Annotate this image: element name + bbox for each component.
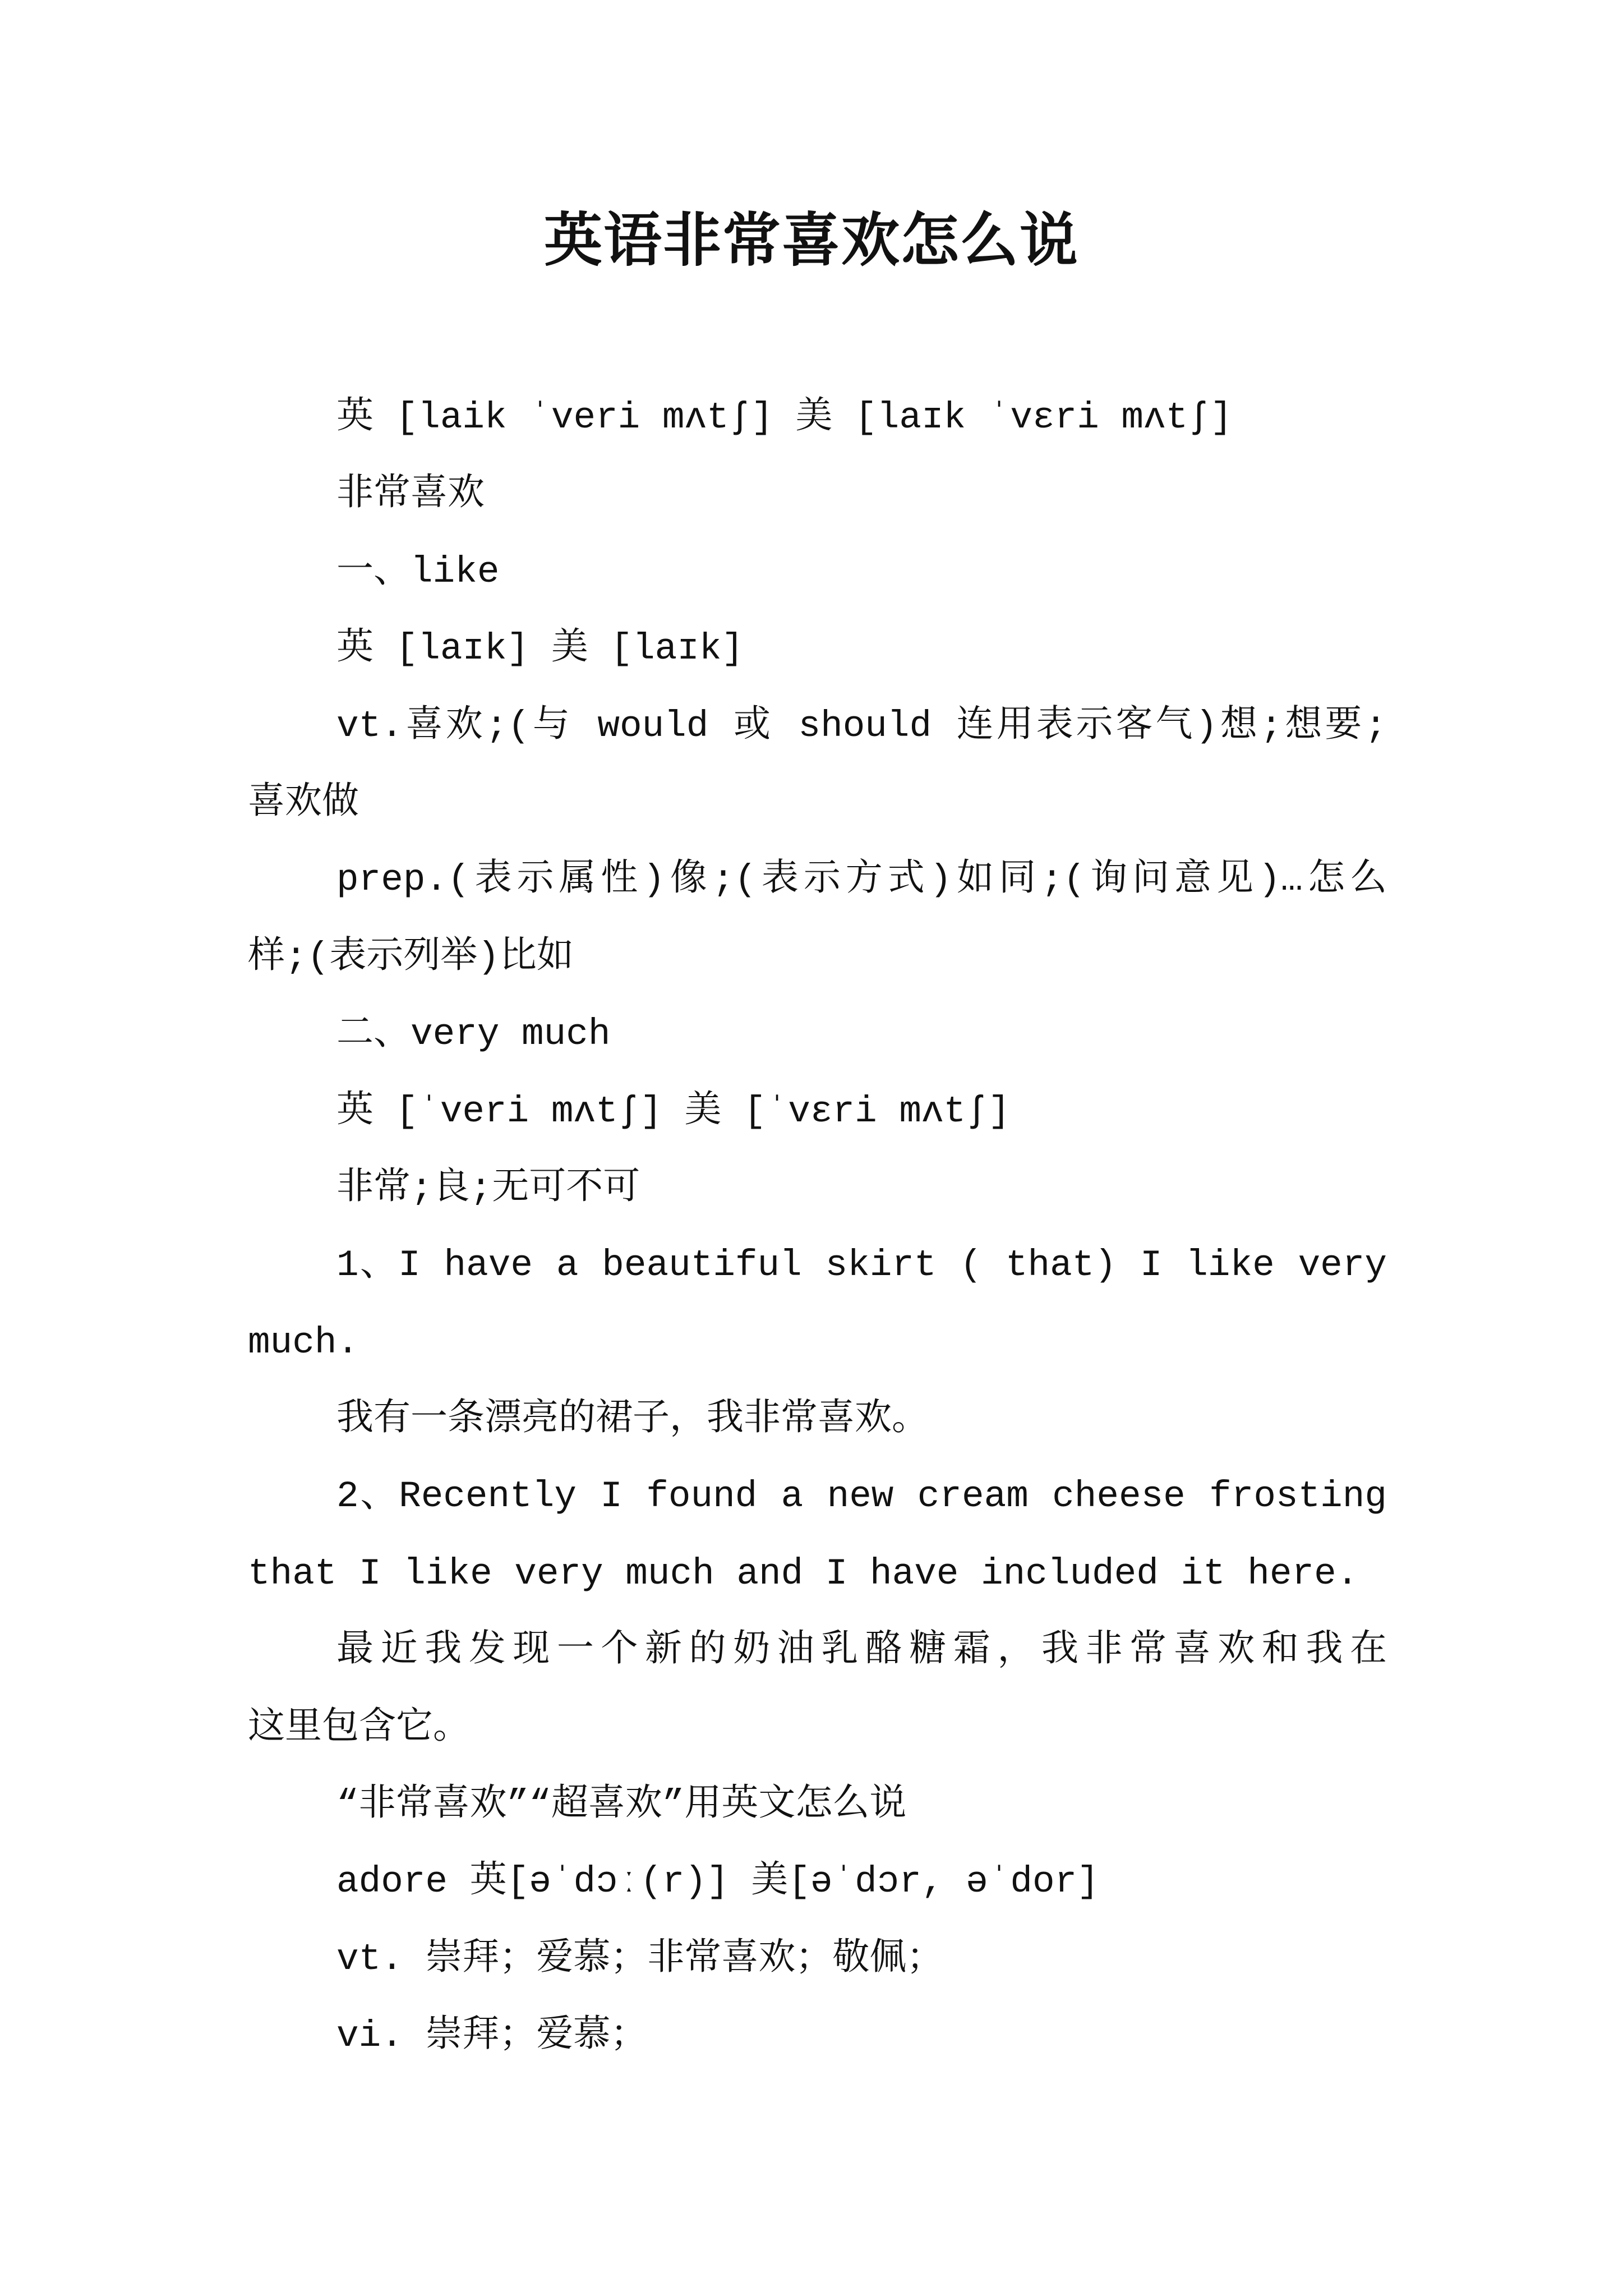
paragraph-line: “非常喜欢”“超喜欢”用英文怎么说 xyxy=(336,1784,907,1826)
paragraph-line: 1、I have a beautiful skirt ( that) I like very xyxy=(336,1244,1387,1287)
section-heading-adore xyxy=(248,1766,1387,1843)
paragraph-line: prep.(表示属性)像;(表示方式)如同;(询问意见)…怎么 xyxy=(336,859,1387,901)
paragraph-line: adore 英[əˈdɔː(r)] 美[əˈdɔr, əˈdor] xyxy=(336,1861,1099,1903)
paragraph-line: 英 [ˈveri mʌtʃ] 美 [ˈvɛri mʌtʃ] xyxy=(336,1090,1011,1133)
paragraph-line: much. xyxy=(248,1321,359,1364)
paragraph-definition-prep xyxy=(248,841,1387,996)
paragraph-pronunciation xyxy=(248,1073,1387,1150)
paragraph-line: 我有一条漂亮的裙子，我非常喜欢。 xyxy=(336,1398,929,1441)
paragraph-line: 最近我发现一个新的奶油乳酪糖霜，我非常喜欢和我在 xyxy=(336,1630,1387,1672)
paragraph-line: 非常喜欢 xyxy=(336,473,485,516)
paragraph-pronunciation xyxy=(248,379,1387,456)
example-translation-1 xyxy=(248,1381,1387,1458)
paragraph-meaning xyxy=(248,456,1387,533)
page-title: 英语非常喜欢怎么说 xyxy=(543,209,1079,273)
example-sentence-2 xyxy=(248,1458,1387,1612)
paragraph-pronunciation xyxy=(248,610,1387,687)
section-heading-like xyxy=(248,533,1387,610)
paragraph-line: 喜欢做 xyxy=(248,781,359,824)
paragraph-line: 一、like xyxy=(336,550,500,593)
document-body xyxy=(248,379,1387,2075)
paragraph-line: 2、Recently I found a new cream cheese frosting xyxy=(336,1475,1387,1518)
paragraph-definition-vt xyxy=(248,688,1387,842)
paragraph-line: vi. 崇拜；爱慕； xyxy=(336,2015,648,2058)
paragraph-line: vt. 崇拜；爱慕；非常喜欢；敬佩； xyxy=(336,1938,944,1980)
paragraph-line: 二、very much xyxy=(336,1013,611,1056)
paragraph-pronunciation xyxy=(248,1843,1387,1920)
paragraph-line: 英 [laɪk] 美 [laɪk] xyxy=(336,628,744,670)
paragraph-line: vt.喜欢;(与 would 或 should 连用表示客气)想;想要; xyxy=(336,705,1387,747)
paragraph-meaning xyxy=(248,1150,1387,1227)
paragraph-line: 英 [laik ˈveri mʌtʃ] 美 [laɪk ˈvɛri mʌtʃ] xyxy=(336,397,1233,439)
example-sentence-1 xyxy=(248,1227,1387,1381)
paragraph-line: 非常;良;无可不可 xyxy=(336,1167,640,1209)
paragraph-definition-vi xyxy=(248,1998,1387,2074)
example-translation-2 xyxy=(248,1612,1387,1766)
paragraph-line: 样;(表示列举)比如 xyxy=(248,936,574,978)
section-heading-very-much xyxy=(248,996,1387,1073)
paragraph-line: 这里包含它。 xyxy=(248,1706,470,1749)
paragraph-line: that I like very much and I have included it here. xyxy=(248,1552,1359,1595)
paragraph-definition-vt xyxy=(248,1921,1387,1998)
